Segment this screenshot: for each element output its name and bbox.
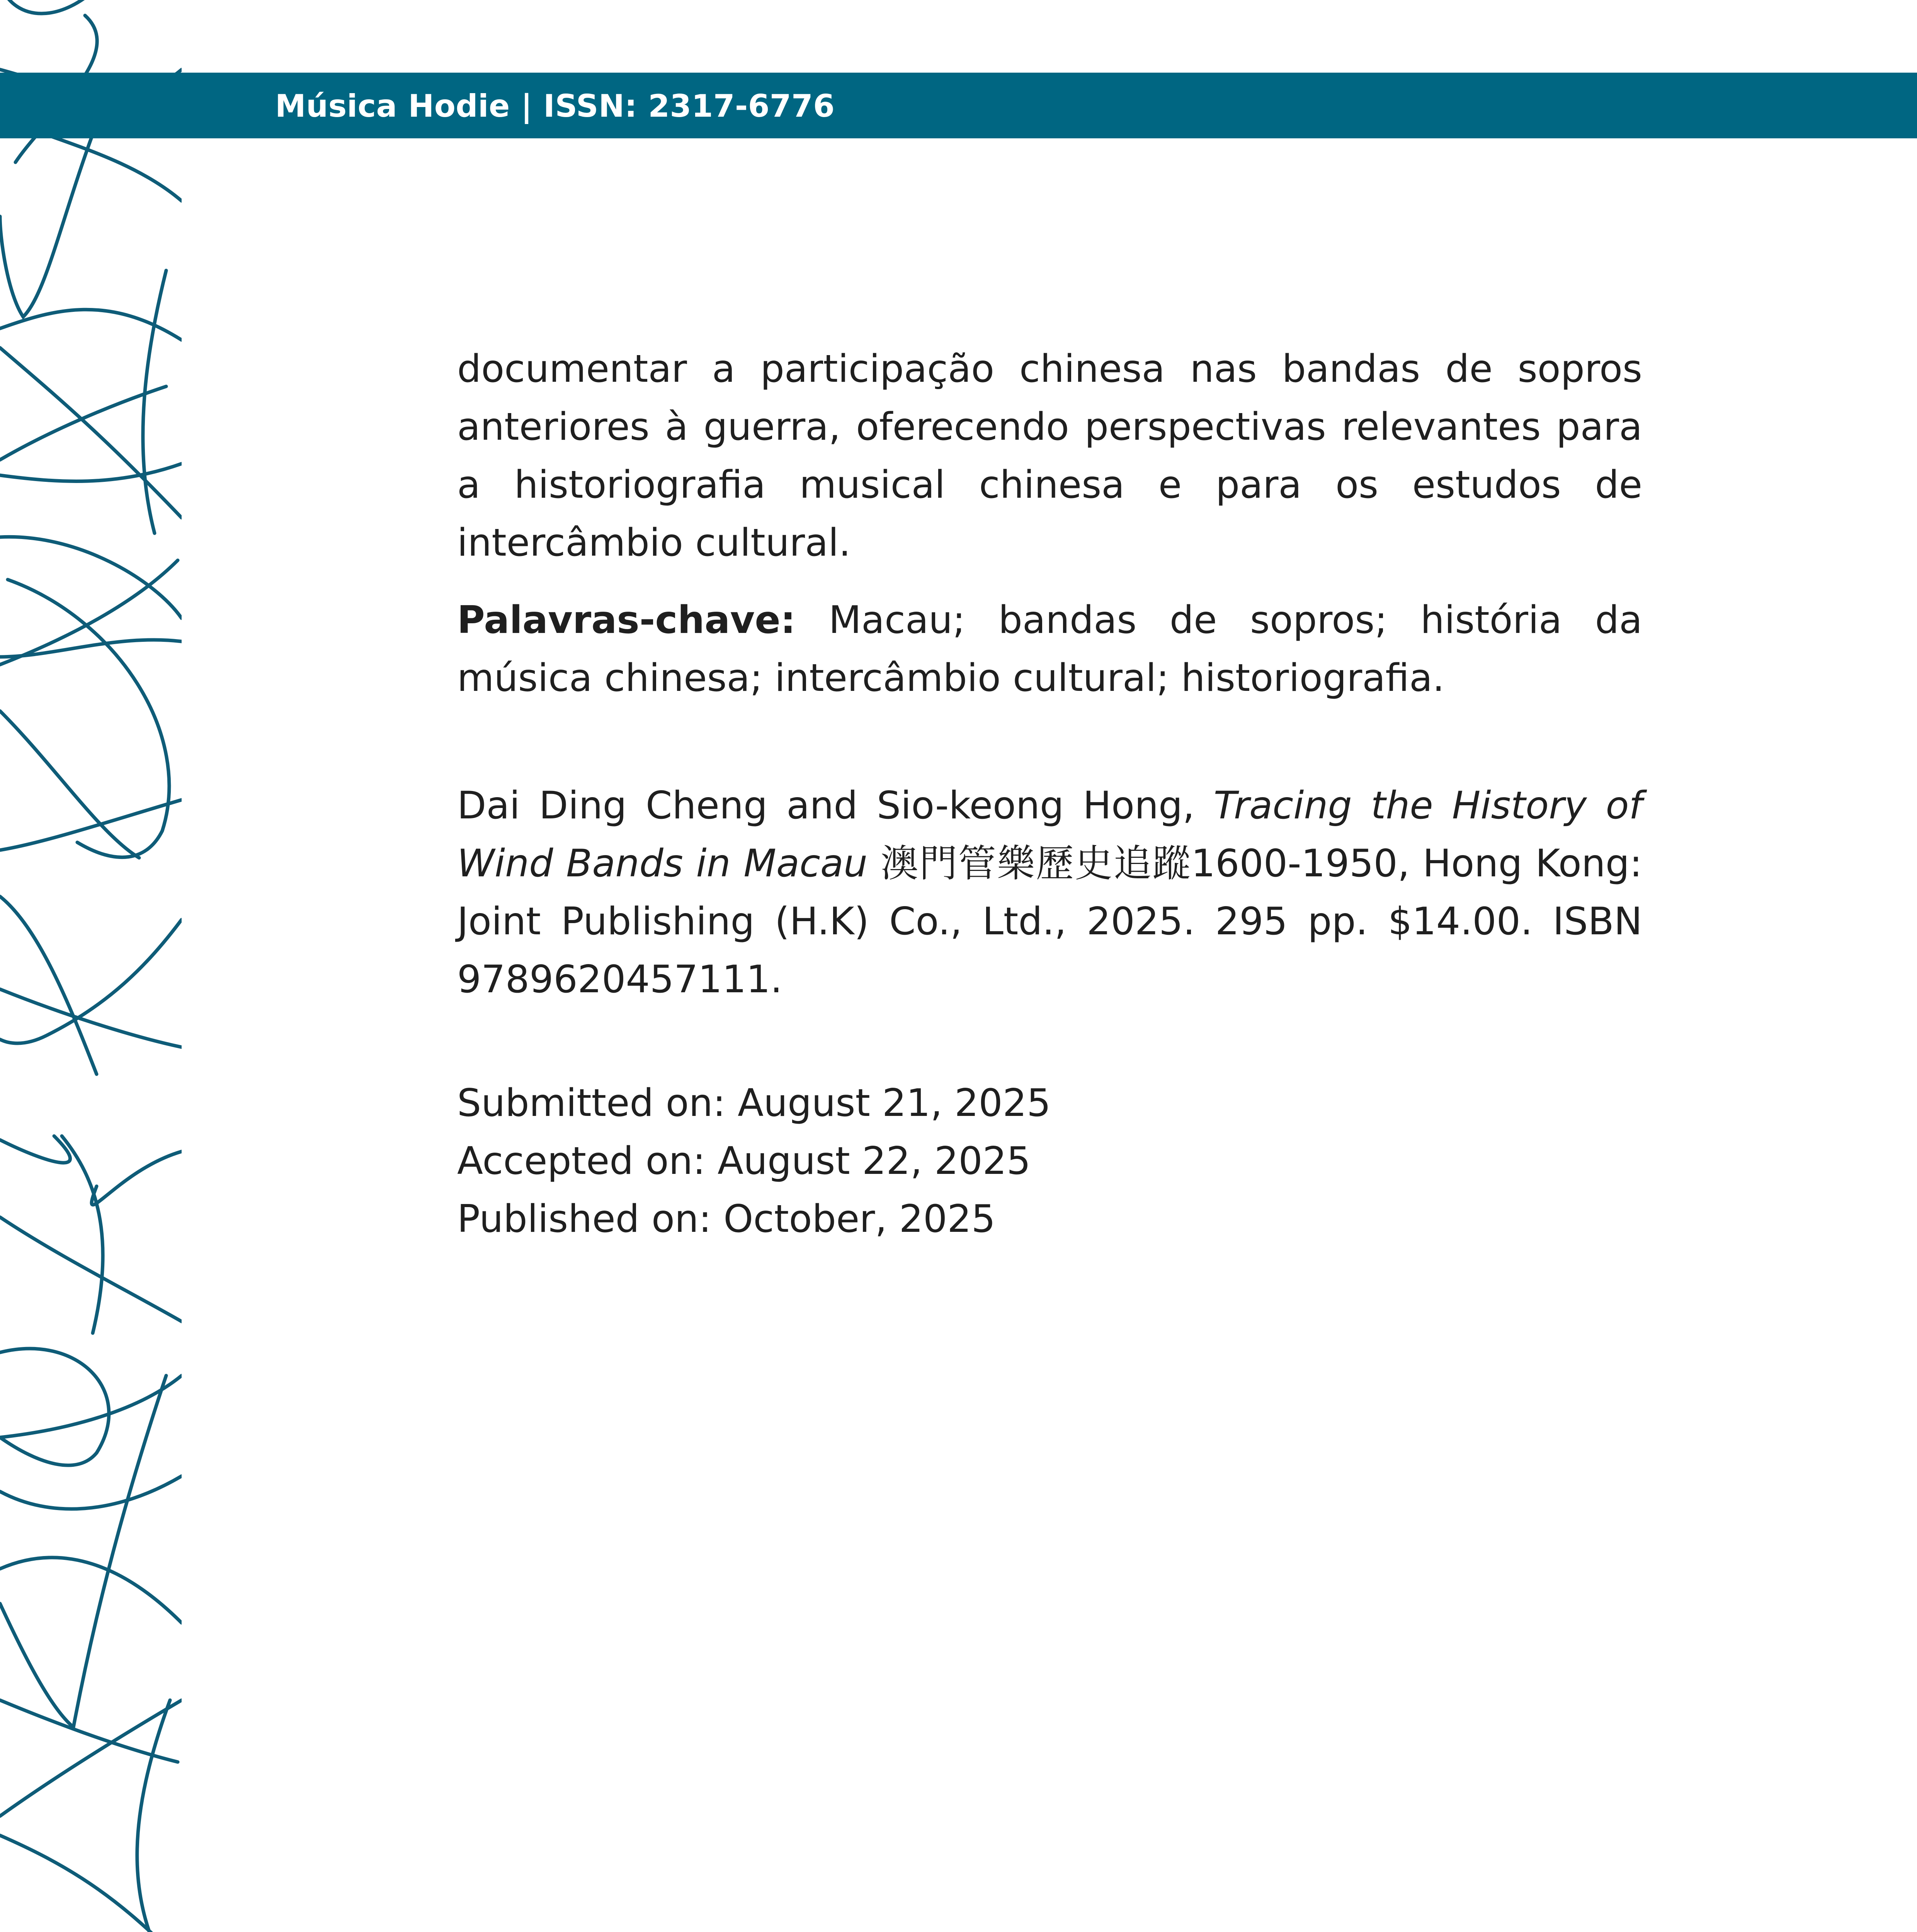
main-content (457, 340, 1642, 1248)
published-date: Published on: October, 2025 (457, 1197, 996, 1241)
citation-details: 澳門管樂歷史追蹤1600-1950, Hong Kong: Joint Publishing (H.K) Co., Ltd., 2025. 295 pp. $14.00. ISBN 9789620457111. (457, 842, 1642, 1002)
accepted-date: Accepted on: August 22, 2025 (457, 1139, 1031, 1183)
journal-issn-header: Música Hodie | ISSN: 2317-6776 (275, 88, 835, 124)
abstract-paragraph: documentar a participação chinesa nas bandas de sopros anteriores à guerra, oferecendo perspectivas relevantes para a historiografia musical chinesa e para os estudos de intercâmbio cultural. (457, 347, 1642, 565)
book-citation (457, 777, 1642, 1009)
submitted-date: Submitted on: August 21, 2025 (457, 1081, 1051, 1125)
decorative-line-pattern (0, 0, 182, 1932)
citation-authors: Dai Ding Cheng and Sio-keong Hong, (457, 784, 1195, 828)
citation-title: Tracing the History of Wind Bands in Macau (457, 784, 1642, 886)
keywords-label: Palavras-chave: (457, 598, 796, 642)
keywords-paragraph (457, 591, 1642, 707)
keywords-text: Macau; bandas de sopros; história da música chinesa; intercâmbio cultural; historiografia. (457, 598, 1643, 700)
